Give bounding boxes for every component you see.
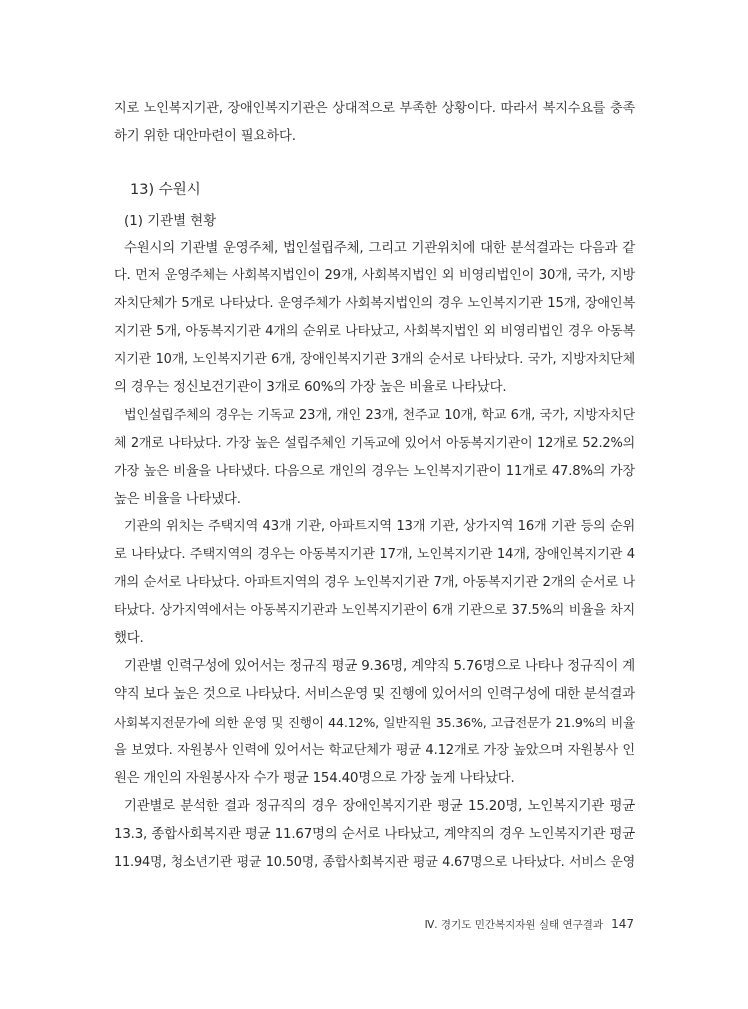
intro-line: 지로 노인복지기관, 장애인복지기관은 상대적으로 부족한 상황이다. 따라서 복지수요를 충족 [114, 101, 635, 116]
body-line: 높은 비율을 나타냈다. [114, 492, 241, 507]
footer-chapter-title: Ⅳ. 경기도 민간복지자원 실태 연구결과 [424, 919, 604, 931]
section-title: 13) 수원시 [130, 182, 201, 198]
body-line: 지기관 5개, 아동복지기관 4개의 순위로 나타났고, 사회복지법인 외 비영리법인 경우 아동복 [114, 324, 635, 339]
body-line: 자치단체가 5개로 나타났다. 운영주체가 사회복지법인의 경우 노인복지기관 15개, 장애인복 [114, 296, 635, 311]
body-line: 체 2개로 나타났다. 가장 높은 설립주체인 기독교에 있어서 아동복지기관이 12개로 52.2%의 [114, 436, 635, 451]
body-line: 법인설립주체의 경우는 기독교 23개, 개인 23개, 천주교 10개, 학교 6개, 국가, 지방자치단 [124, 408, 635, 423]
page-footer [425, 916, 634, 933]
body-line: 사회복지전문가에 의한 운영 및 진행이 44.12%, 일반직원 35.36%, 고급전문가 21.9%의 비율 [114, 715, 635, 730]
body-line: 타났다. 상가지역에서는 아동복지기관과 노인복지기관이 6개 기관으로 37.5%의 비율을 차지 [114, 603, 635, 618]
body-line: 가장 높은 비율을 나타냈다. 다음으로 개인의 경우는 노인복지기관이 11개로 47.8%의 가장 [114, 464, 635, 479]
body-line: 기관별로 분석한 결과 정규직의 경우 장애인복지기관 평균 15.20명, 노인복지기관 평균 [124, 799, 635, 814]
body-line: 로 나타났다. 주택지역의 경우는 아동복지기관 17개, 노인복지기관 14개, 장애인복지기관 4 [114, 547, 635, 562]
intro-line: 하기 위한 대안마련이 필요하다. [114, 129, 296, 144]
body-line: 다. 먼저 운영주체는 사회복지법인이 29개, 사회복지법인 외 비영리법인이 30개, 국가, 지방 [114, 268, 635, 283]
body-line: 기관의 위치는 주택지역 43개 기관, 아파트지역 13개 기관, 상가지역 16개 기관 등의 순위 [124, 519, 635, 534]
body-line: 11.94명, 청소년기관 평균 10.50명, 종합사회복지관 평균 4.67명으로 나타났다. 서비스 운영 [114, 855, 635, 870]
body-line: 개의 순서로 나타났다. 아파트지역의 경우 노인복지기관 7개, 아동복지기관 2개의 순서로 나 [114, 575, 635, 590]
body-line: 13.3, 종합사회복지관 평균 11.67명의 순서로 나타났고, 계약직의 경우 노인복지기관 평균 [114, 827, 635, 842]
body-line: 약직 보다 높은 것으로 나타났다. 서비스운영 및 진행에 있어서의 인력구성에 대한 분석결과 [114, 687, 635, 702]
page-number: 147 [611, 917, 634, 931]
body-line: 했다. [114, 631, 144, 646]
body-line: 원은 개인의 자원봉사자 수가 평균 154.40명으로 가장 높게 나타났다. [114, 771, 515, 786]
body-line: 수원시의 기관별 운영주체, 법인설립주체, 그리고 기관위치에 대한 분석결과는 다음과 같 [124, 241, 635, 256]
subsection-title: (1) 기관별 현황 [124, 214, 217, 229]
body-line: 을 보였다. 자원봉사 인력에 있어서는 학교단체가 평균 4.12개로 가장 높았으며 자원봉사 인 [114, 743, 635, 758]
body-line: 의 경우는 정신보건기관이 3개로 60%의 가장 높은 비율로 나타났다. [114, 380, 507, 395]
body-line: 기관별 인력구성에 있어서는 정규직 평균 9.36명, 계약직 5.76명으로 나타나 정규직이 계 [124, 659, 635, 674]
body-line: 지기관 10개, 노인복지기관 6개, 장애인복지기관 3개의 순서로 나타났다. 국가, 지방자치단체 [114, 352, 635, 367]
